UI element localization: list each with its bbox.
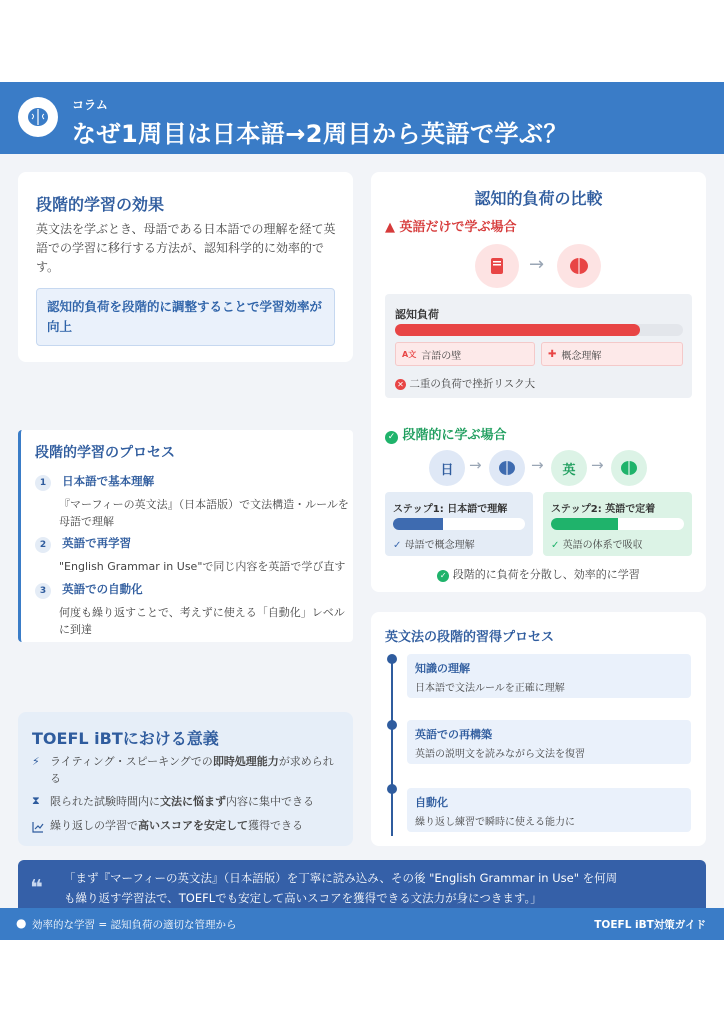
quote-line-2: も繰り返す学習法で、TOEFLでも安定して高いスコアを獲得できる文法力が身につきます。」 — [64, 891, 542, 905]
footer-left-text: 効率的な学習 = 認知負荷の適切な管理から — [32, 919, 237, 931]
step-desc: 何度も繰り返すことで、考えずに使える「自動化」レベルに到達 — [59, 606, 345, 636]
timeline-dot — [387, 654, 397, 664]
timeline-item-title: 英語での再構築 — [415, 728, 492, 741]
bolt-icon: ⚡ — [32, 755, 40, 768]
step-title: 日本語で基本理解 — [62, 474, 155, 488]
brain-icon — [489, 450, 525, 486]
brain-icon — [557, 244, 601, 288]
acquisition-title: 英文法の段階的習得プロセス — [385, 630, 555, 645]
step-title: 英語で再学習 — [62, 536, 132, 550]
step1-note: ✓ 母語で概念理解 — [393, 540, 475, 551]
chip-concept: ✚ 概念理解 — [541, 342, 683, 366]
process-step-1 — [35, 470, 349, 530]
japanese-circle: 日 — [429, 450, 465, 486]
step1-bar-fill — [393, 518, 443, 530]
quote-icon: ❝ — [30, 876, 43, 901]
quote-line-1: 「まず『マーフィーの英文法』（日本語版）を丁寧に読み込み、その後 "English Grammar in Use" を何周 — [64, 871, 618, 885]
step2-title: ステップ2: 英語で定着 — [551, 504, 656, 515]
acquisition-card — [371, 612, 706, 846]
chart-line-icon — [32, 818, 44, 837]
page-title: なぜ1周目は日本語→2周目から英語で学ぶ？ — [72, 120, 569, 148]
effect-body: 英文法を学ぶとき、母語である日本語での理解を経て英語での学習に移行する方法が、認知科学的に効率的です。 — [36, 222, 336, 275]
arrow-right-icon: → — [591, 456, 604, 474]
step1-panel — [385, 492, 533, 556]
effect-title: 段階的学習の効果 — [36, 195, 165, 214]
toefl-item-text: ライティング・スピーキングでの即時処理能力が求められる — [50, 755, 334, 785]
step-number: 2 — [35, 537, 51, 553]
timeline-item-title: 自動化 — [415, 796, 448, 809]
step2-note: ✓ 英語の体系で吸収 — [551, 540, 643, 551]
process-title: 段階的学習のプロセス — [35, 445, 175, 461]
toefl-card — [18, 712, 353, 846]
effect-card — [18, 172, 353, 362]
toefl-item-1 — [32, 754, 342, 787]
brain-icon — [18, 97, 58, 137]
check-circle-icon: ✓ — [437, 570, 449, 582]
check-icon: ✓ — [551, 540, 560, 551]
page-footer — [0, 908, 724, 940]
timeline-item-title: 知識の理解 — [415, 662, 470, 675]
hourglass-icon: ⧗ — [32, 794, 40, 807]
timeline-dot — [387, 720, 397, 730]
staged-label: ✓ 段階的に学ぶ場合 — [385, 424, 507, 444]
warning-icon: ▲ — [385, 220, 395, 235]
timeline-item-2 — [407, 720, 691, 764]
timeline-dot — [387, 784, 397, 794]
puzzle-icon: ✚ — [548, 348, 557, 360]
process-step-2 — [35, 532, 349, 576]
step-desc: "English Grammar in Use"で同じ内容を英語で学び直す — [59, 560, 346, 573]
step-title: 英語での自動化 — [62, 582, 143, 596]
step2-bar-fill — [551, 518, 618, 530]
step-number: 3 — [35, 583, 51, 599]
compare-card — [371, 172, 706, 592]
arrow-right-icon: → — [469, 456, 482, 474]
step2-panel — [543, 492, 692, 556]
arrow-right-icon: → — [529, 254, 545, 275]
chip-language-barrier: A文 言語の壁 — [395, 342, 535, 366]
english-circle: 英 — [551, 450, 587, 486]
timeline-item-desc: 日本語で文法ルールを正確に理解 — [415, 683, 565, 694]
check-circle-icon: ✓ — [385, 431, 398, 444]
check-icon: ✓ — [393, 540, 402, 551]
page-header — [0, 82, 724, 154]
step1-title: ステップ1: 日本語で理解 — [393, 504, 508, 515]
footer-right-text: TOEFL iBT対策ガイド — [594, 919, 706, 931]
load-bar-fill — [395, 324, 640, 336]
process-step-3 — [35, 578, 349, 638]
step-number: 1 — [35, 475, 51, 491]
toefl-title: TOEFL iBTにおける意義 — [32, 729, 219, 748]
english-only-panel — [385, 294, 692, 398]
toefl-item-3 — [32, 818, 342, 835]
step-desc: 『マーフィーの英文法』（日本語版）で文法構造・ルールを母語で理解 — [59, 498, 349, 528]
timeline-line — [391, 656, 393, 836]
book-icon — [475, 244, 519, 288]
header-kicker: コラム — [72, 98, 108, 112]
effect-highlight: 認知的負荷を段階的に調整することで学習効率が向上 — [36, 288, 335, 346]
brain-icon — [611, 450, 647, 486]
english-only-label: ▲ 英語だけで学ぶ場合 — [385, 220, 517, 235]
cross-circle-icon: ✕ — [395, 379, 406, 390]
timeline-item-3 — [407, 788, 691, 832]
timeline-item-1 — [407, 654, 691, 698]
timeline-item-desc: 英語の説明文を読みながら文法を復習 — [415, 749, 585, 760]
language-icon: A文 — [402, 349, 417, 359]
staged-summary: ✓ 段階的に負荷を分散し、効率的に学習 — [371, 566, 706, 582]
compare-title: 認知的負荷の比較 — [474, 189, 603, 208]
timeline-item-desc: 繰り返し練習で瞬時に使える能力に — [415, 817, 575, 828]
process-card — [18, 430, 353, 642]
toefl-item-2 — [32, 794, 342, 811]
arrow-right-icon: → — [531, 456, 544, 474]
load-label: 認知負荷 — [395, 308, 439, 321]
risk-text: ✕ 二重の負荷で挫折リスク大 — [395, 376, 535, 391]
toefl-item-text: 限られた試験時間内に文法に悩まず内容に集中できる — [50, 795, 314, 808]
lightbulb-icon: ● — [16, 916, 27, 930]
toefl-item-text: 繰り返しの学習で高いスコアを安定して獲得できる — [50, 819, 303, 832]
